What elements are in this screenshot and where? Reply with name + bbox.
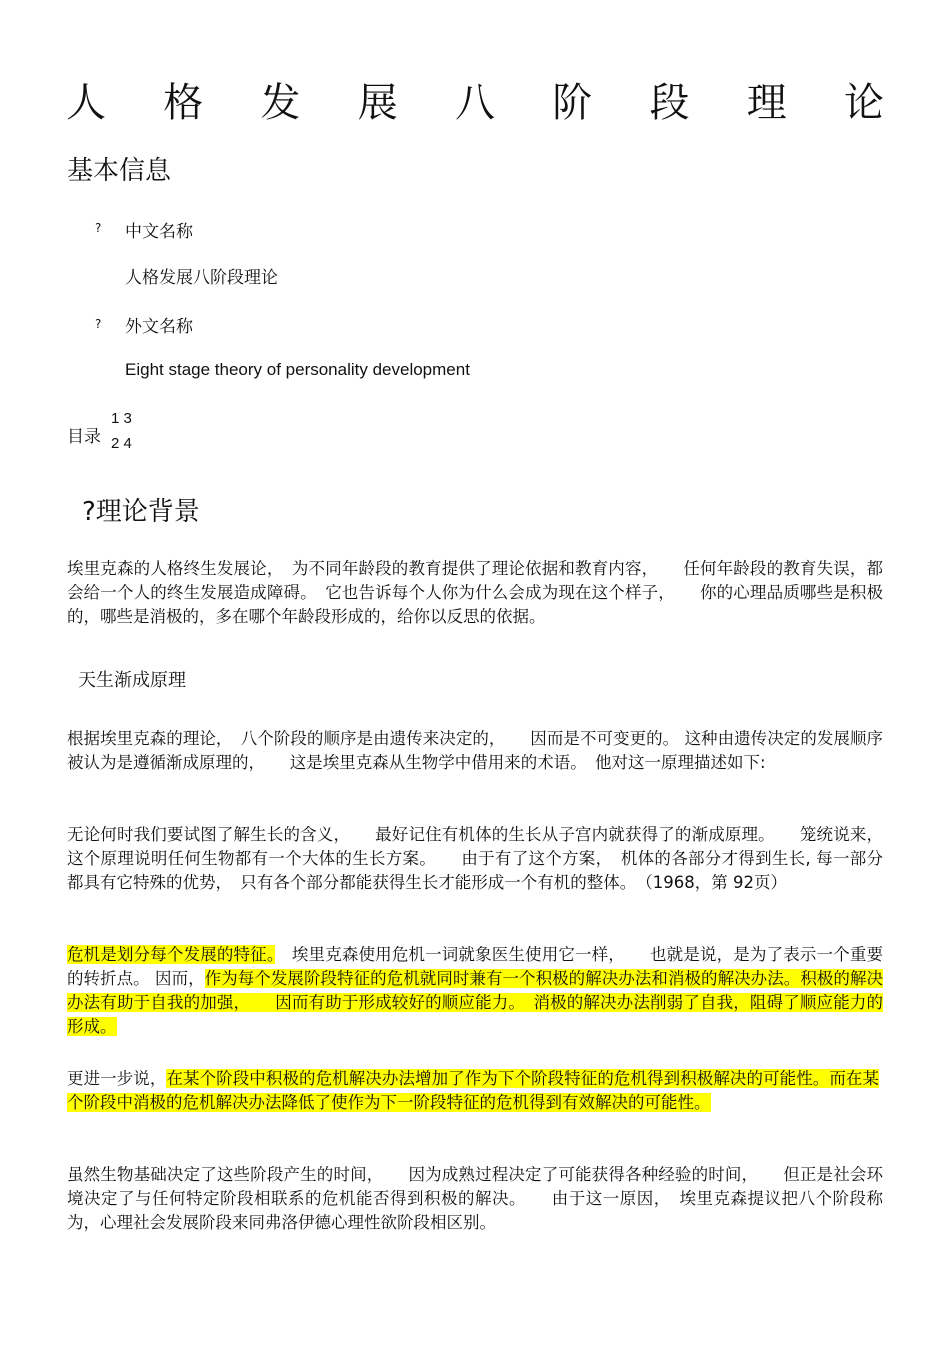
paragraph-epigenetic: 根据埃里克森的理论， 八个阶段的顺序是由遗传来决定的， 因而是不可变更的。 这种由遗传决定的发展顺序被认为是遵循渐成原理的， 这是埃里克森从生物学中借用来的术语。 他对这一原理描述如下: (67, 729, 883, 772)
section-heading-theory-background: ?理论背景 (82, 497, 200, 527)
title-char: 展 (357, 79, 398, 126)
info-label-chinese-name: 中文名称 (125, 222, 193, 242)
basic-info-heading: 基本信息 (67, 156, 172, 186)
bullet-icon: ? (95, 317, 102, 331)
title-char: 阶 (552, 79, 593, 126)
paragraph-text: 埃里克森使用危机一词就象医生使用它一样， 也就是说，是为了表示一个重要的转折点。 因而， (67, 945, 884, 988)
bullet-icon: ? (95, 221, 102, 235)
highlighted-text: 作为每个发展阶段特征的危机就同时兼有一个积极的解决办法和消极的解决办法。积极的解决办法有助于自我的加强， 因而有助于形成较好的顺应能力。 消极的解决办法削弱了自我，阻碍了顺应能力的形成。 (67, 969, 884, 1036)
paragraph-social-environment: 虽然生物基础决定了这些阶段产生的时间， 因为成熟过程决定了可能获得各种经验的时间， 但正是社会环境决定了与任何特定阶段相联系的危机能否得到积极的解决。 由于这一原因， 埃里克森提议把八个阶段称为，心理社会发展阶段来同弗洛伊德心理性欲阶段相区别。 (67, 1165, 883, 1232)
document-title (66, 74, 884, 124)
paragraph-crisis (67, 943, 883, 1039)
paragraph-text: 更进一步说， (67, 1069, 167, 1088)
highlighted-text: 危机是划分每个发展的特征。 (67, 945, 276, 964)
title-char: 格 (163, 79, 204, 126)
toc-label: 目录 (67, 427, 101, 447)
paragraph-quote: 无论何时我们要试图了解生长的含义， 最好记住有机体的生长从子宫内就获得了的渐成原理。 笼统说来，这个原理说明任何生物都有一个大体的生长方案。 由于有了这个方案， 机体的各部分才得到生长, 每一部分都具有它特殊的优势， 只有各个部分都能获得生长才能形成一个有机的整体。 （1968，第 92页） (67, 825, 883, 892)
toc-row[interactable]: 1 3 (111, 410, 132, 427)
paragraph-further (67, 1067, 879, 1115)
title-char: 人 (66, 79, 106, 126)
info-value-foreign-name: Eight stage theory of personality development (125, 360, 470, 379)
paragraph-intro: 埃里克森的人格终生发展论， 为不同年龄段的教育提供了理论依据和教育内容， 任何年龄段的教育失误，都会给一个人的终生发展造成障碍。 它也告诉每个人你为什么会成为现在这个样子， 你的心理品质哪些是积极的，哪些是消极的，多在哪个年龄段形成的，给你以反思的依据。 (67, 559, 883, 626)
info-value-chinese-name: 人格发展八阶段理论 (125, 268, 278, 288)
title-char: 段 (649, 79, 690, 126)
toc-row[interactable]: 2 4 (111, 435, 132, 452)
title-char: 八 (455, 79, 495, 126)
highlighted-text: 在某个阶段中积极的危机解决办法增加了作为下个阶段特征的危机得到积极解决的可能性。而在某个阶段中消极的危机解决办法降低了使作为下一阶段特征的危机得到有效解决的可能性。 (67, 1069, 880, 1112)
title-char: 论 (844, 79, 884, 126)
info-label-foreign-name: 外文名称 (125, 317, 193, 337)
title-char: 理 (746, 79, 787, 126)
sub-heading-epigenetic-principle: 天生渐成原理 (78, 670, 186, 691)
title-char: 发 (260, 79, 301, 126)
